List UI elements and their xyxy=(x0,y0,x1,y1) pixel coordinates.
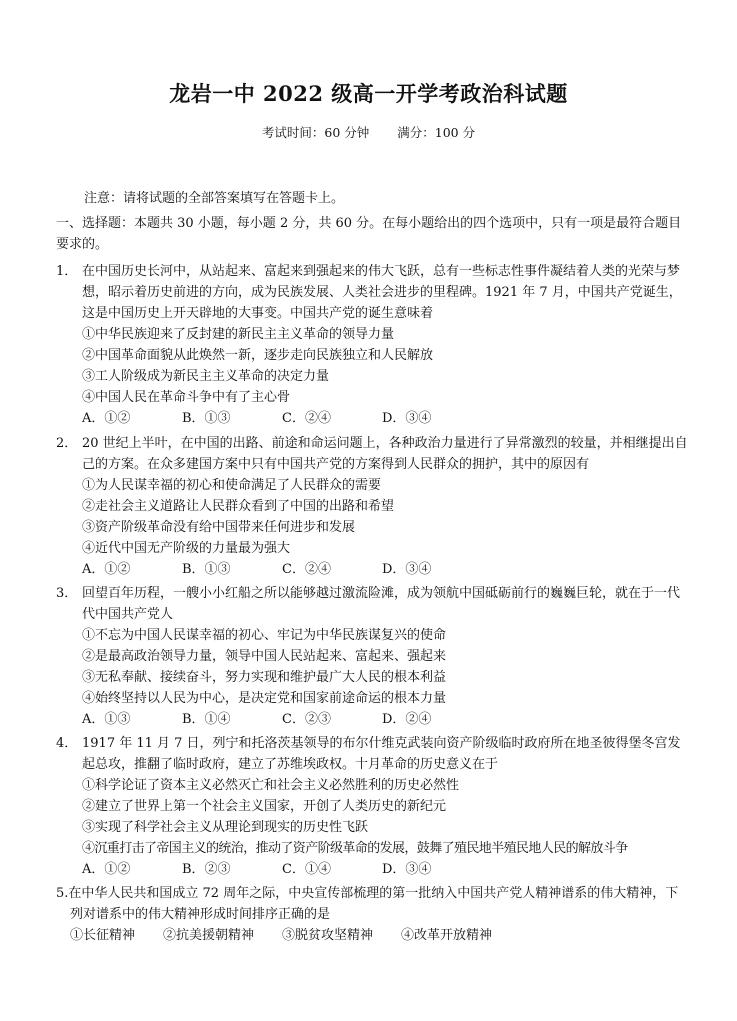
choice-b: B．①④ xyxy=(182,712,231,727)
answer-choices xyxy=(56,859,690,880)
question-stem: 5.在中华人民共和国成立 72 周年之际，中央宣传部梳理的第一批纳入中国共产党人精神谱系的伟大精神，下列对谱系中的伟大精神形成时间排序正确的是 xyxy=(56,886,679,922)
statement-item: ④中国人民在革命斗争中有了主心骨 xyxy=(82,390,291,405)
statement-item: ④改革开放精神 xyxy=(401,928,493,943)
statement-item: ④近代中国无产阶级的力量最为强大 xyxy=(82,541,291,556)
exam-title: 龙岩一中 2022 级高一开学考政治科试题 xyxy=(169,81,568,106)
question-stem: 1． 在中国历史长河中，从站起来、富起来到强起来的伟大飞跃，总有一些标志性事件凝结着人类的光荣与梦想，昭示着历史前进的方向，成为民族发展、人类社会进步的里程碑。1921 年 7 月，中国共产党诞生，这是中国历史上开天辟地的大事变。中国共产党的诞生意味着 xyxy=(56,261,690,324)
question-stem: 2． 20 世纪上半叶，在中国的出路、前途和命运问题上，各种政治力量进行了异常激烈的较量，并相继提出自己的方案。在众多建国方案中只有中国共产党的方案得到人民群众的拥护，其中的原因有 xyxy=(56,433,690,475)
exam-info xyxy=(0,123,737,141)
choice-b: B．②③ xyxy=(182,862,231,877)
choice-b: B．①③ xyxy=(182,411,231,426)
statement-items xyxy=(56,925,690,946)
answer-choices xyxy=(56,408,690,429)
question-number: 4． xyxy=(56,736,78,751)
statement-item: ①长征精神 xyxy=(70,928,136,943)
choice-d: D．③④ xyxy=(382,411,432,426)
question-number: 5. xyxy=(56,886,69,901)
question-stem: 3． 回望百年历程，一艘小小红船之所以能够越过激流险滩，成为领航中国砥砺前行的巍巍巨轮，就在于一代代中国共产党人 xyxy=(56,583,690,625)
choice-a: A．①③ xyxy=(82,712,131,727)
statement-item: ②走社会主义道路让人民群众看到了中国的出路和希望 xyxy=(82,499,395,514)
statement-item: ④始终坚持以人民为中心，是决定党和国家前途命运的根本力量 xyxy=(82,691,447,706)
statement-item: ①为人民谋幸福的初心和使命满足了人民群众的需要 xyxy=(82,478,382,493)
statement-item: ②中国革命面貌从此焕然一新，逐步走向民族独立和人民解放 xyxy=(82,348,434,363)
section-heading: 一、选择题：本题共 30 小题，每小题 2 分，共 60 分。在每小题给出的四个选项中，只有一项是最符合题目要求的。 xyxy=(56,216,682,252)
choice-c: C．②③ xyxy=(282,712,331,727)
choice-d: D．③④ xyxy=(382,862,432,877)
choice-b: B．①③ xyxy=(182,562,231,577)
statement-item: ③资产阶级革命没有给中国带来任何进步和发展 xyxy=(82,520,356,535)
question-number: 1． xyxy=(56,264,78,279)
statement-item: ③无私奉献、接续奋斗，努力实现和维护最广大人民的根本利益 xyxy=(82,670,447,685)
statement-item: ②建立了世界上第一个社会主义国家，开创了人类历史的新纪元 xyxy=(82,799,447,814)
question-number: 2． xyxy=(56,436,78,451)
answer-choices xyxy=(56,709,690,730)
statement-item: ③脱贫攻坚精神 xyxy=(282,928,374,943)
question-1 xyxy=(56,261,690,429)
question-4 xyxy=(56,733,690,880)
exam-time: 考试时间：60 分钟 xyxy=(261,125,370,140)
choice-a: A．①② xyxy=(82,862,131,877)
choice-c: C．①④ xyxy=(282,862,331,877)
choice-a: A．①② xyxy=(82,562,131,577)
choice-c: C．②④ xyxy=(282,411,331,426)
full-score: 满分：100 分 xyxy=(397,125,476,140)
question-stem: 4． 1917 年 11 月 7 日，列宁和托洛茨基领导的布尔什维克武装向资产阶级临时政府所在地圣彼得堡冬宫发起总攻，推翻了临时政府，建立了苏维埃政权。十月革命的历史意义在于 xyxy=(56,733,690,775)
question-2 xyxy=(56,433,690,580)
statement-item: ④沉重打击了帝国主义的统治，推动了资产阶级革命的发展，鼓舞了殖民地半殖民地人民的解放斗争 xyxy=(82,841,628,856)
notice-text: 注意：请将试题的全部答案填写在答题卡上。 xyxy=(84,191,345,206)
choice-c: C．②④ xyxy=(282,562,331,577)
statement-item: ②是最高政治领导力量，领导中国人民站起来、富起来、强起来 xyxy=(82,649,447,664)
statement-item: ③工人阶级成为新民主主义革命的决定力量 xyxy=(82,369,330,384)
statement-item: ①中华民族迎来了反封建的新民主主义革命的领导力量 xyxy=(82,327,395,342)
answer-choices xyxy=(56,559,690,580)
statement-item: ①不忘为中国人民谋幸福的初心、牢记为中华民族谋复兴的使命 xyxy=(82,628,447,643)
question-number: 3． xyxy=(56,586,78,601)
statement-item: ①科学论证了资本主义必然灭亡和社会主义必然胜利的历史必然性 xyxy=(82,778,460,793)
question-3 xyxy=(56,583,690,730)
choice-d: D．②④ xyxy=(382,712,432,727)
statement-item: ③实现了科学社会主义从理论到现实的历史性飞跃 xyxy=(82,820,369,835)
choice-a: A．①② xyxy=(82,411,131,426)
question-5 xyxy=(56,883,690,946)
statement-item: ②抗美援朝精神 xyxy=(163,928,255,943)
choice-d: D．③④ xyxy=(382,562,432,577)
